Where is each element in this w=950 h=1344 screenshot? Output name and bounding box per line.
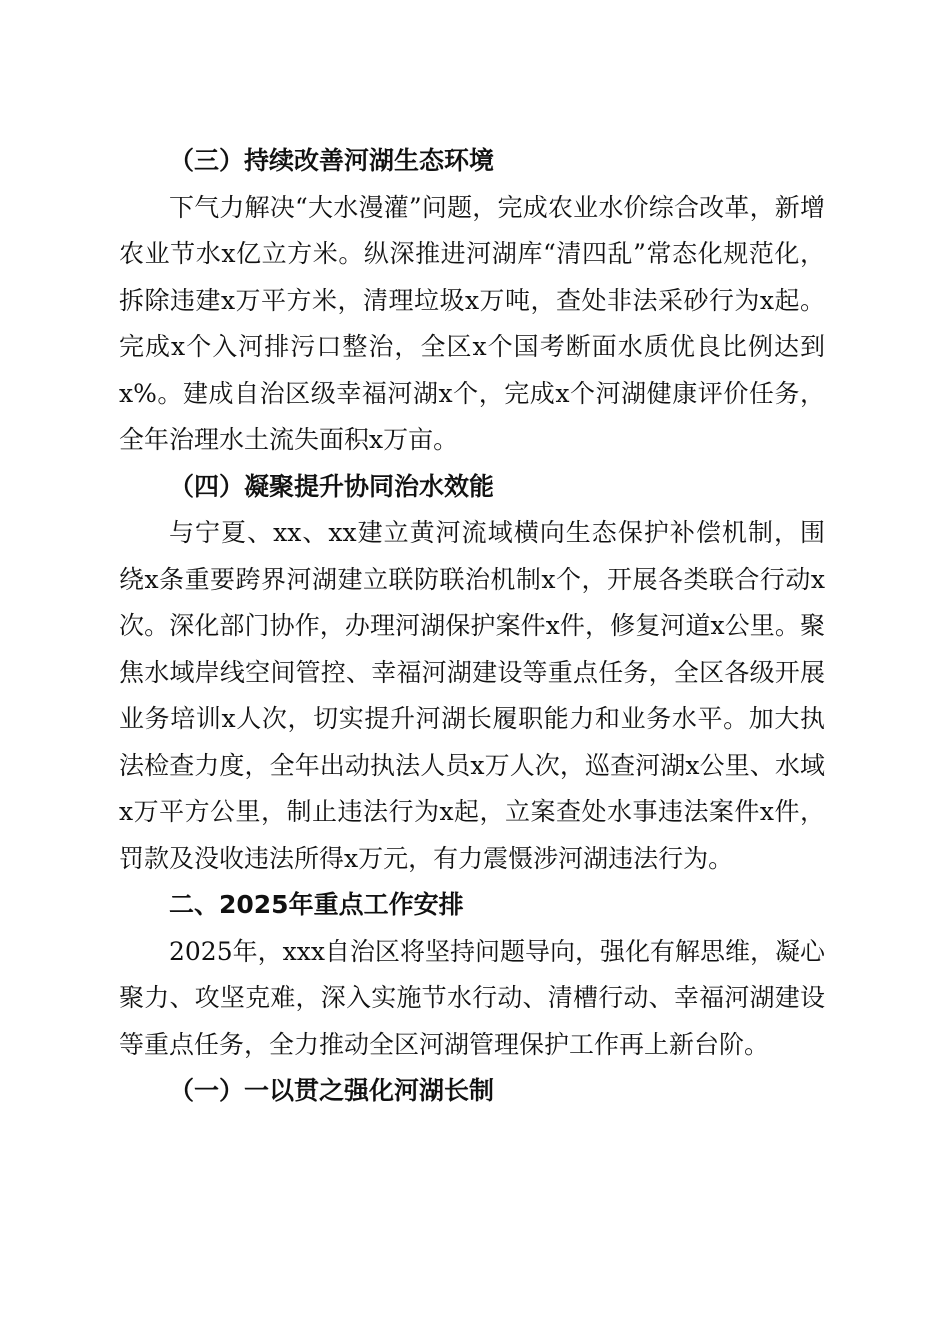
section-body-3: 下气力解决“大水漫灌”问题，完成农业水价综合改革，新增农业节水x亿立方米。纵深推进河湖库“清四乱”常态化规范化，拆除违建x万平方米，清理垃圾x万吨，查处非法采砂行为x起。完成x个入河排污口整治，全区x个国考断面水质优良比例达到x%。建成自治区级幸福河湖x个，完成x个河湖健康评价任务，全年治理水土流失面积x万亩。 bbox=[119, 192, 825, 454]
part-two-subheading-1: （一）一以贯之强化河湖长制 bbox=[169, 1076, 495, 1105]
part-two-heading: 二、2025年重点工作安排 bbox=[169, 890, 464, 919]
section-heading-3: （三）持续改善河湖生态环境 bbox=[169, 146, 495, 175]
section-body-4: 与宁夏、xx、xx建立黄河流域横向生态保护补偿机制，围绕x条重要跨界河湖建立联防联治机制x个，开展各类联合行动x次。深化部门协作，办理河湖保护案件x件，修复河道x公里。聚焦水域岸线空间管控、幸福河湖建设等重点任务，全区各级开展业务培训x人次，切实提升河湖长履职能力和业务水平。加大执法检查力度，全年出动执法人员x万人次，巡查河湖x公里、水域x万平方公里，制止违法行为x起，立案查处水事违法案件x件，罚款及没收违法所得x万元，有力震慑涉河湖违法行为。 bbox=[119, 518, 825, 873]
part-two-body: 2025年，xxx自治区将坚持问题导向，强化有解思维，凝心聚力、攻坚克难，深入实施节水行动、清槽行动、幸福河湖建设等重点任务，全力推动全区河湖管理保护工作再上新台阶。 bbox=[119, 936, 825, 1059]
section-heading-4: （四）凝聚提升协同治水效能 bbox=[169, 471, 495, 501]
document-content bbox=[119, 138, 825, 1115]
